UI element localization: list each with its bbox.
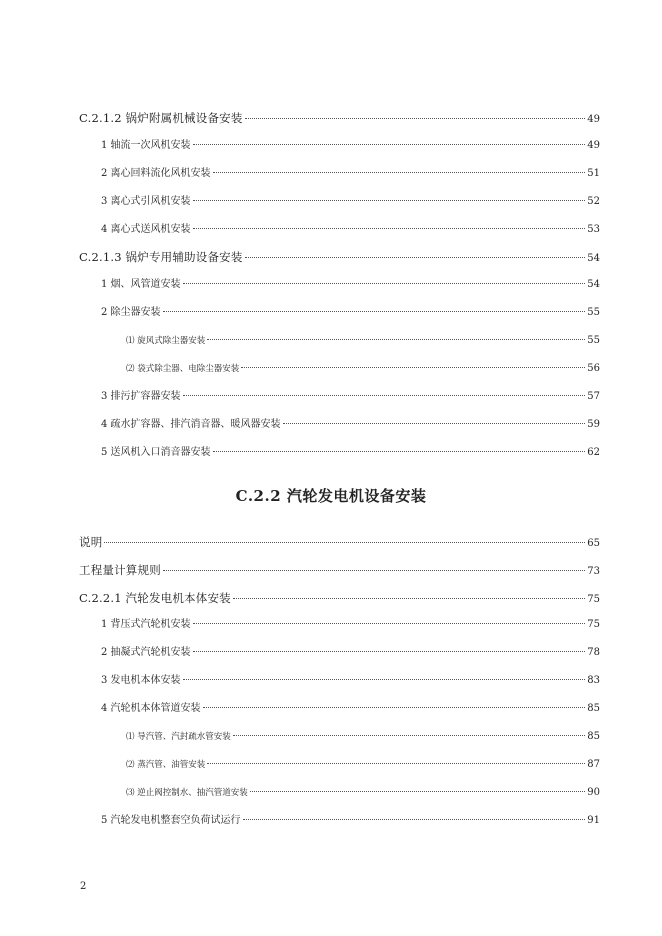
toc-entry-label: ⑵ 蒸汽管、油管安装 <box>126 760 206 770</box>
toc-entry-label: ⑶ 逆止阀控制水、抽汽管道安装 <box>126 788 248 798</box>
toc-entry-induced-fan[interactable] <box>101 194 600 210</box>
toc-entry-label: 4 离心式送风机安装 <box>101 224 191 235</box>
toc-entry-label: C.2.1.3 锅炉专用辅助设备安装 <box>79 250 243 264</box>
toc-page-number: 51 <box>587 168 600 179</box>
toc-entry-label: ⑴ 导汽管、汽封疏水管安装 <box>126 732 231 742</box>
page-number: 2 <box>80 881 87 892</box>
toc-entry-axial-fan[interactable] <box>101 138 600 154</box>
toc-entry-flue-duct[interactable] <box>101 277 600 293</box>
toc-entry-label: ⑵ 袋式除尘器、电除尘器安装 <box>126 364 240 374</box>
dot-leader <box>241 367 585 368</box>
toc-entry-quantity-rules[interactable] <box>79 562 600 580</box>
dot-leader <box>193 651 586 652</box>
dot-leader <box>193 623 586 624</box>
toc-page-number: 85 <box>587 731 600 742</box>
toc-entry-label: 说明 <box>79 535 103 549</box>
toc-entry-label: ⑴ 旋风式除尘器安装 <box>126 336 206 346</box>
dot-leader <box>163 311 586 312</box>
dot-leader <box>104 542 585 543</box>
dot-leader <box>245 118 586 119</box>
toc-entry-blowdown-tank[interactable] <box>101 389 600 405</box>
dot-leader <box>213 172 586 173</box>
toc-page-number: 52 <box>587 196 600 207</box>
toc-entry-label: 5 汽轮发电机整套空负荷试运行 <box>101 815 241 826</box>
toc-entry-label: 3 发电机本体安装 <box>101 675 181 686</box>
dot-leader <box>233 735 586 736</box>
toc-entry-generator-body[interactable] <box>101 673 600 689</box>
toc-entry-check-valve-extraction[interactable] <box>126 785 600 801</box>
toc-page-number: 91 <box>587 815 600 826</box>
toc-entry-fan-inlet-silencer[interactable] <box>101 445 600 461</box>
toc-entry-label: 1 背压式汽轮机安装 <box>101 619 191 630</box>
toc-entry-dust-collector[interactable] <box>101 305 600 321</box>
toc-page-number: 75 <box>587 619 600 630</box>
toc-entry-return-fan[interactable] <box>101 166 600 182</box>
dot-leader <box>163 570 585 571</box>
toc-page-number: 73 <box>587 566 600 577</box>
toc-page-number: 83 <box>587 675 600 686</box>
toc-page-number: 54 <box>587 253 600 264</box>
toc-entry-label: 3 排污扩容器安装 <box>101 391 181 402</box>
toc-entry-bag-esp-collector[interactable] <box>126 361 600 377</box>
toc-entry-backpressure-turbine[interactable] <box>101 617 600 633</box>
toc-entry-label: 3 离心式引风机安装 <box>101 196 191 207</box>
toc-entry-label: 5 送风机入口消音器安装 <box>101 447 211 458</box>
toc-page-number: 49 <box>587 140 600 151</box>
toc-entry-label: 工程量计算规则 <box>79 563 161 577</box>
dot-leader <box>183 395 586 396</box>
toc-page-number: 56 <box>587 363 600 374</box>
toc-entry-no-load-trial-run[interactable] <box>101 813 600 829</box>
toc-entry-label: C.2.1.2 锅炉附属机械设备安装 <box>79 111 243 125</box>
toc-entry-label: C.2.2.1 汽轮发电机本体安装 <box>79 591 231 605</box>
toc-page-number: 85 <box>587 703 600 714</box>
dot-leader <box>193 228 586 229</box>
dot-leader <box>183 679 586 680</box>
dot-leader <box>183 283 586 284</box>
toc-entry-extraction-turbine[interactable] <box>101 645 600 661</box>
dot-leader <box>250 791 586 792</box>
toc-entry-label: 2 离心回料流化风机安装 <box>101 168 211 179</box>
toc-entry-c213[interactable] <box>79 249 600 267</box>
toc-page-number: 65 <box>587 538 600 549</box>
dot-leader <box>203 707 586 708</box>
toc-page-number: 55 <box>587 307 600 318</box>
toc-entry-c212[interactable] <box>79 110 600 128</box>
toc-page-number: 75 <box>587 594 600 605</box>
dot-leader <box>193 144 586 145</box>
dot-leader <box>213 451 586 452</box>
toc-entry-steam-lead-gland-drain[interactable] <box>126 729 600 745</box>
dot-leader <box>233 598 585 599</box>
toc-entry-steam-oil-pipe[interactable] <box>126 757 600 773</box>
toc-entry-label: 4 疏水扩容器、排汽消音器、暖风器安装 <box>101 419 281 430</box>
toc-entry-forced-fan[interactable] <box>101 222 600 238</box>
toc-entry-label: 2 除尘器安装 <box>101 307 161 318</box>
toc-entry-label: 4 汽轮机本体管道安装 <box>101 703 201 714</box>
toc-page-number: 54 <box>587 279 600 290</box>
dot-leader <box>243 819 586 820</box>
toc-page-number: 49 <box>587 114 600 125</box>
dot-leader <box>283 423 586 424</box>
dot-leader <box>207 339 585 340</box>
section-heading: C.2.2 汽轮发电机设备安装 <box>235 487 427 505</box>
toc-entry-c221[interactable] <box>79 590 600 608</box>
toc-entry-notes[interactable] <box>79 534 600 552</box>
toc-page-number: 90 <box>587 787 600 798</box>
toc-page-number: 53 <box>587 224 600 235</box>
toc-page-number: 57 <box>587 391 600 402</box>
toc-page-number: 59 <box>587 419 600 430</box>
toc-page-number: 78 <box>587 647 600 658</box>
toc-entry-label: 1 轴流一次风机安装 <box>101 140 191 151</box>
toc-entry-label: 2 抽凝式汽轮机安装 <box>101 647 191 658</box>
toc-page-number: 87 <box>587 759 600 770</box>
dot-leader <box>207 763 585 764</box>
toc-page-number: 55 <box>587 335 600 346</box>
toc-entry-cyclone-collector[interactable] <box>126 333 600 349</box>
toc-entry-drain-tank-silencer-heater[interactable] <box>101 417 600 433</box>
toc-entry-turbine-piping[interactable] <box>101 701 600 717</box>
dot-leader <box>245 257 586 258</box>
toc-page-number: 62 <box>587 447 600 458</box>
toc-entry-label: 1 烟、风管道安装 <box>101 279 181 290</box>
dot-leader <box>193 200 586 201</box>
